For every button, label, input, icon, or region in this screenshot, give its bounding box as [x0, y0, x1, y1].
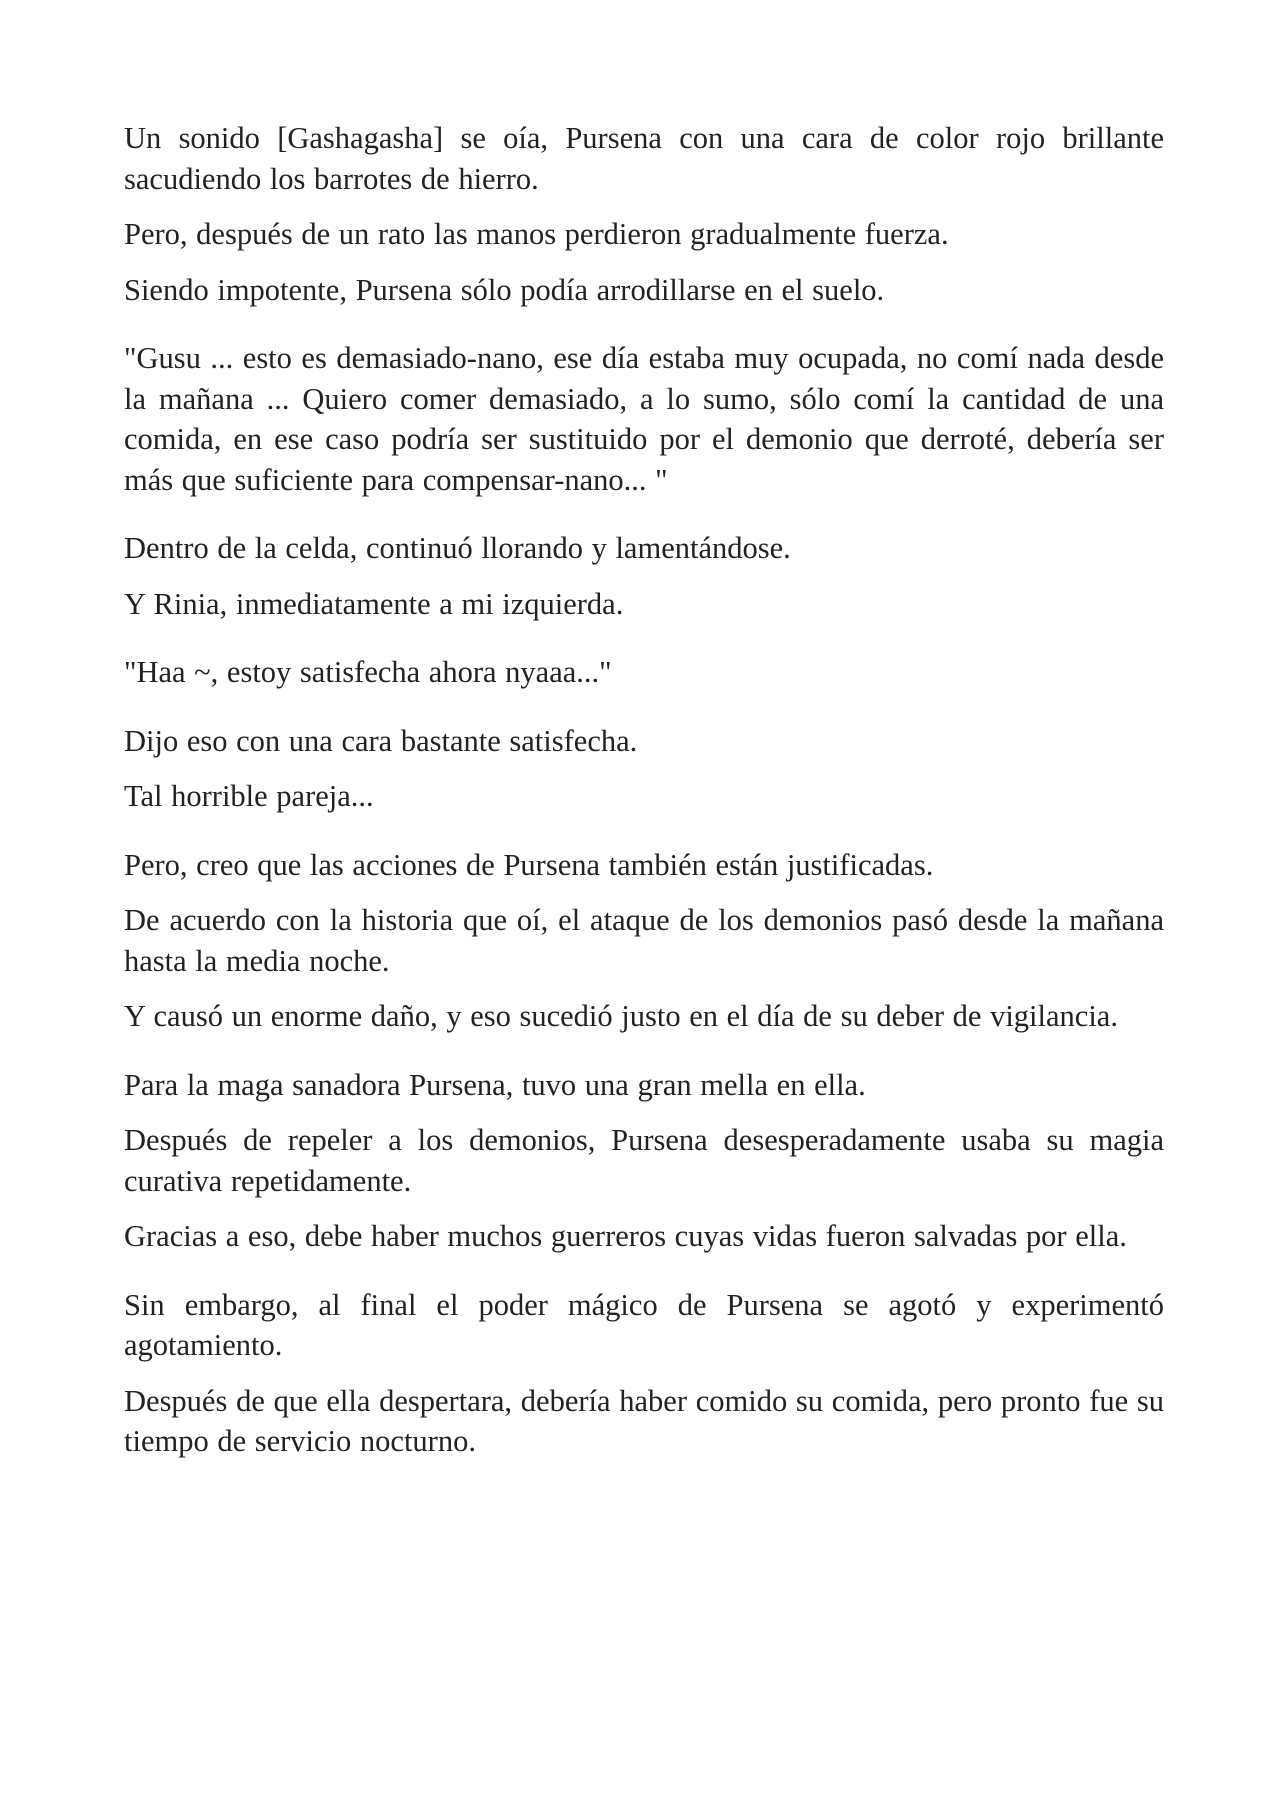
paragraph: Para la maga sanadora Pursena, tuvo una gran mella en ella.: [124, 1067, 866, 1102]
paragraph: Dijo eso con una cara bastante satisfecha.: [124, 723, 638, 758]
paragraph: "Haa ~, estoy satisfecha ahora nyaaa...": [124, 655, 612, 689]
document-body: [124, 118, 1164, 1477]
paragraph: Pero, después de un rato las manos perdieron gradualmente fuerza.: [124, 217, 949, 251]
paragraph: Pero, creo que las acciones de Pursena también están justificadas.: [124, 847, 934, 882]
paragraph: Tal horrible pareja...: [124, 779, 374, 813]
paragraph: Gracias a eso, debe haber muchos guerreros cuyas vidas fueron salvadas por ella.: [124, 1219, 1127, 1253]
paragraph: Después de repeler a los demonios, Pursena desesperadamente usaba su magia curativa repetidamente.: [124, 1123, 1164, 1198]
paragraph: Después de que ella despertara, debería haber comido su comida, pero pronto fue su tiempo de servicio nocturno.: [124, 1383, 1164, 1458]
paragraph: Un sonido [Gashagasha] se oía, Pursena con una cara de color rojo brillante sacudiendo los barrotes de hierro.: [124, 121, 1164, 196]
paragraph: Y Rinia, inmediatamente a mi izquierda.: [124, 586, 624, 621]
paragraph: "Gusu ... esto es demasiado-nano, ese día estaba muy ocupada, no comí nada desde la mañana ... Quiero comer demasiado, a lo sumo, sólo comí la cantidad de una comida, en ese caso podría ser sustituido por el demonio que derroté, debería ser más que suficiente para compensar-nano... ": [124, 341, 1164, 497]
paragraph: Dentro de la celda, continuó llorando y lamentándose.: [124, 531, 791, 565]
paragraph: Siendo impotente, Pursena sólo podía arrodillarse en el suelo.: [124, 272, 885, 307]
paragraph: Sin embargo, al final el poder mágico de Pursena se agotó y experimentó agotamiento.: [124, 1287, 1164, 1362]
paragraph: De acuerdo con la historia que oí, el ataque de los demonios pasó desde la mañana hasta la media noche.: [124, 903, 1164, 978]
paragraph: Y causó un enorme daño, y eso sucedió justo en el día de su deber de vigilancia.: [124, 999, 1118, 1033]
